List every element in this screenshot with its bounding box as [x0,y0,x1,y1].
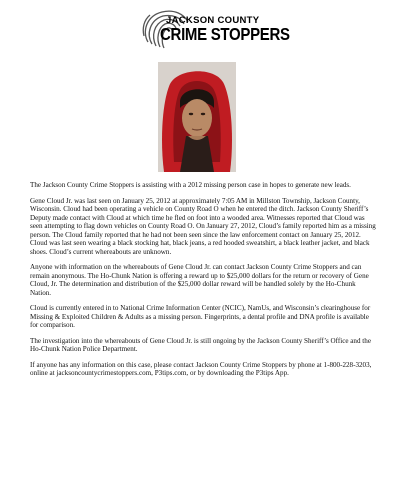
article-body [30,181,378,385]
paragraph-contact: If anyone has any information on this case, please contact Jackson County Crime Stoppers by phone at 1-800-228-3203, online at jacksoncountycrimestoppers.com, P3tips.com, or by downloading the P3tips App. [30,360,372,377]
person-photo-icon [158,62,236,172]
crime-stoppers-logo [138,6,290,54]
logo-line-2: CRIME STOPPERS [160,25,290,45]
paragraph-reward: Anyone with information on the whereabouts of Gene Cloud Jr. can contact Jackson County Crime Stoppers and can remain anonymous. The Ho-Chunk Nation is offering a reward up to $25,000 dollars for the return or recovery of Gene Cloud, Jr. The determination and distribution of the $25,000 dollar reward will be handled solely by the Ho-Chunk Nation. [30,263,369,297]
paragraph-databases: Cloud is currently entered in to National Crime Information Center (NCIC), NamUs, and Wisconsin’s clearinghouse for Missing & Exploited Children & Adults as a missing person. Fingerprints, a dental profile and DNA profile is available for comparison. [30,304,371,329]
paragraph-investigation: The investigation into the whereabouts of Gene Cloud Jr. is still ongoing by the Jackson County Sheriff’s Office and the Ho-Chunk Nation Police Department. [30,336,371,353]
missing-person-photo [158,62,236,172]
paragraph-intro: The Jackson County Crime Stoppers is assisting with a 2012 missing person case in hopes to generate new leads. [30,181,351,189]
logo-line-1: JACKSON COUNTY [166,15,260,26]
paragraph-last-seen: Gene Cloud Jr. was last seen on January 25, 2012 at approximately 7:05 AM in Millston Township, Jackson County, Wisconsin. Cloud had been operating a vehicle on County Road O when he entered the ditch. Jackson County Sheriff’s Deputy made contact with Cloud at which time he fled on foot into a wooded area. Witnesses reported that Cloud was seen attempting to flag down vehicles on County Road O. On January 27, 2012, Cloud’s family reported him as a missing person. The Cloud family reported that he had not been seen since the law enforcement contact on January 25, 2012. Cloud was last seen wearing a black stocking hat, black jeans, a red hooded sweatshirt, a black leather jacket, and black shoes. Cloud’s current whereabouts are unknown. [30,196,376,256]
